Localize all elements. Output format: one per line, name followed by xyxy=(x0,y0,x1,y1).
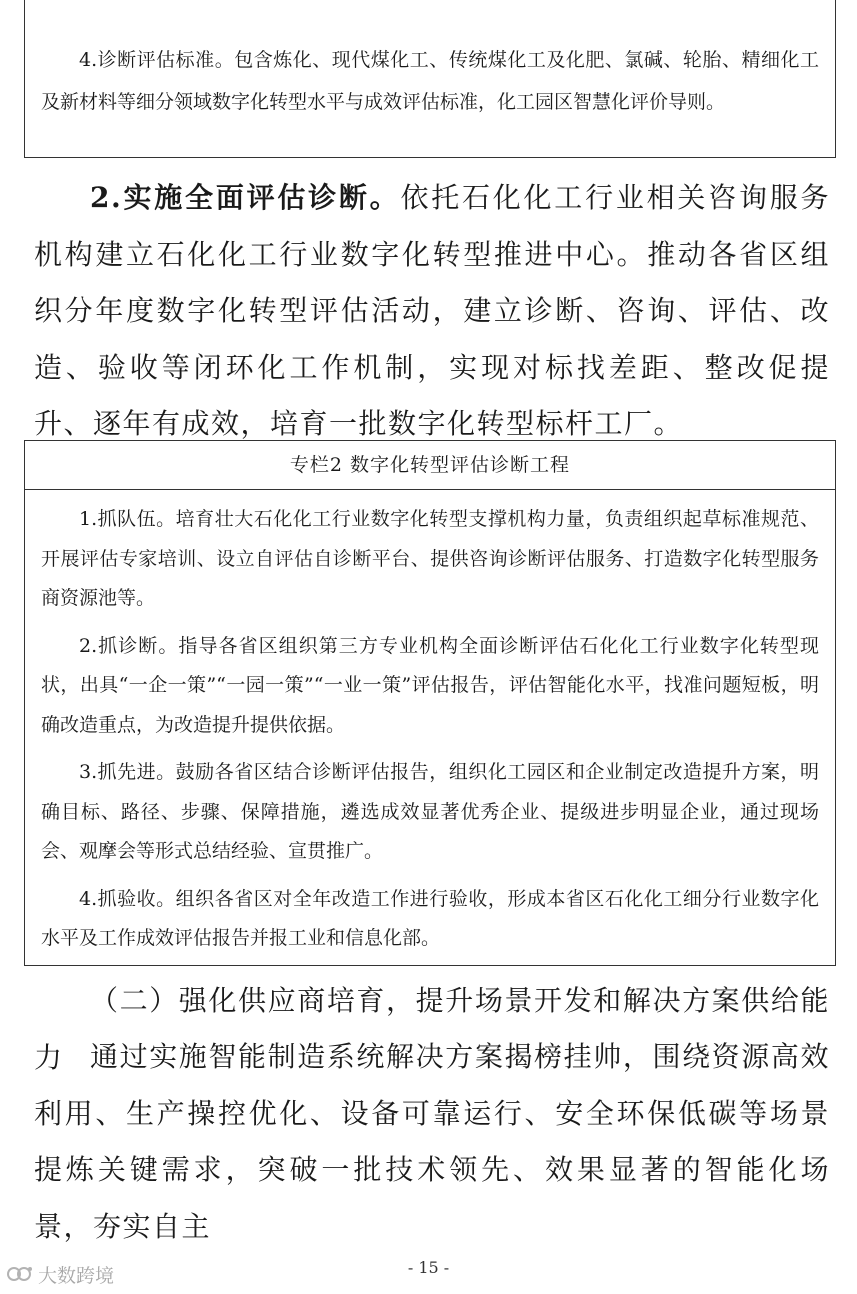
column-box-2 xyxy=(24,440,836,966)
watermark-text: 大数跨境 xyxy=(38,1264,115,1287)
column-item-team: 1.抓队伍。培育壮大石化化工行业数字化转型支撑机构力量，负责组织起草标准规范、开展评估专家培训、设立自评估自诊断平台、提供咨询诊断评估服务、打造数字化转型服务商资源池等。 xyxy=(41,508,819,609)
subsection-heading-supplier: （二）强化供应商培育，提升场景开发和解决方案供给能力 xyxy=(34,984,830,1074)
column-item-diagnosis: 2.抓诊断。指导各省区组织第三方专业机构全面诊断评估石化化工行业数字化转型现状，出具“一企一策”“一园一策”“一业一策”评估报告，评估智能化水平，找准问题短板，明确改造重点，为改造提升提供依据。 xyxy=(41,634,819,736)
section-body-assessment: 依托石化化工行业相关咨询服务机构建立石化化工行业数字化转型推进中心。推动各省区组织分年度数字化转型评估活动，建立诊断、咨询、评估、改造、验收等闭环化工作机制，实现对标找差距、整改促提升、逐年有成效，培育一批数字化转型标杆工厂。 xyxy=(34,181,830,440)
watermark-logo-icon xyxy=(6,1264,34,1284)
column-body xyxy=(25,490,835,959)
standards-box xyxy=(24,0,836,158)
column-item-advanced: 3.抓先进。鼓励各省区结合诊断评估报告，组织化工园区和企业制定改造提升方案，明确目标、路径、步骤、保障措施，遴选成效显著优秀企业、提级进步明显企业，通过现场会、观摩会等形式总结经验、宣贯推广。 xyxy=(41,761,819,862)
section-paragraph-supplier: 通过实施智能制造系统解决方案揭榜挂帅，围绕资源高效利用、生产操控优化、设备可靠运行、安全环保低碳等场景提炼关键需求，突破一批技术领先、效果显著的智能化场景，夯实自主 xyxy=(34,1040,830,1243)
column-title: 专栏2 数字化转型评估诊断工程 xyxy=(25,441,835,490)
watermark xyxy=(6,1262,114,1286)
section-heading-assessment: 2.实施全面评估诊断。 xyxy=(90,181,401,214)
standards-item-4: 4.诊断评估标准。包含炼化、现代煤化工、传统煤化工及化肥、氯碱、轮胎、精细化工及新材料等细分领域数字化转型水平与成效评估标准，化工园区智慧化评价导则。 xyxy=(41,49,819,113)
column-item-acceptance: 4.抓验收。组织各省区对全年改造工作进行验收，形成本省区石化化工细分行业数字化水平及工作成效评估报告并报工业和信息化部。 xyxy=(41,887,819,949)
section-paragraph-assessment xyxy=(34,170,830,453)
page-number: - 15 - xyxy=(407,1258,450,1277)
